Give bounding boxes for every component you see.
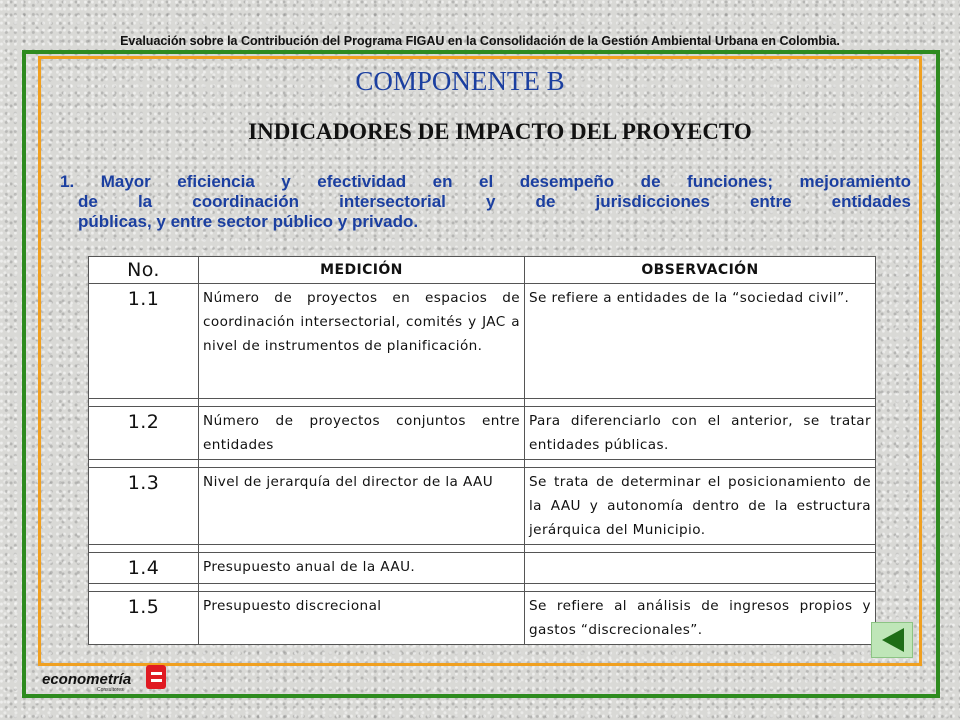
header-medicion: MEDICIÓN (199, 257, 525, 284)
row-number: 1.4 (89, 553, 199, 584)
row-observacion (525, 553, 876, 584)
table-row (89, 592, 876, 645)
table-row (89, 553, 876, 584)
row-number: 1.3 (89, 468, 199, 545)
row-observacion: Se refiere al análisis de ingresos propios y gastos “discrecionales”. (525, 592, 876, 645)
header-no: No. (89, 257, 199, 284)
back-button[interactable] (871, 622, 913, 658)
econometria-logo (42, 664, 172, 692)
row-observacion: Se trata de determinar el posicionamiento de la AAU y autonomía dentro de la estructura jerárquica del Municipio. (525, 468, 876, 545)
row-medicion: Número de proyectos conjuntos entre entidades (199, 407, 525, 460)
row-medicion: Nivel de jerarquía del director de la AAU (199, 468, 525, 545)
row-medicion: Presupuesto discrecional (199, 592, 525, 645)
logo-sub: Consultores (97, 687, 124, 692)
logo-brand: econometría (42, 671, 132, 688)
triangle-left-icon (872, 623, 912, 657)
intro-paragraph (60, 172, 911, 232)
intro-line-1: 1. Mayor eficiencia y efectividad en el desempeño de funciones; mejoramiento (60, 172, 911, 191)
header-observacion: OBSERVACIÓN (525, 257, 876, 284)
intro-line-3: públicas, y entre sector público y privado. (78, 212, 419, 231)
indicators-table (88, 256, 876, 645)
row-medicion: Número de proyectos en espacios de coordinación intersectorial, comités y JAC a nivel de instrumentos de planificación. (199, 284, 525, 399)
row-number: 1.2 (89, 407, 199, 460)
row-number: 1.1 (89, 284, 199, 399)
presentation-header: Evaluación sobre la Contribución del Programa FIGAU en la Consolidación de la Gestión Ambiental Urbana en Colombia. (120, 34, 840, 48)
table-row (89, 284, 876, 399)
row-observacion: Se refiere a entidades de la “sociedad civil”. (525, 284, 876, 399)
row-medicion: Presupuesto anual de la AAU. (199, 553, 525, 584)
section-title: INDICADORES DE IMPACTO DEL PROYECTO (248, 119, 752, 144)
row-number: 1.5 (89, 592, 199, 645)
intro-line-2: de la coordinación intersectorial y de jurisdicciones entre entidades (78, 192, 911, 211)
row-observacion: Para diferenciarlo con el anterior, se tratar entidades públicas. (525, 407, 876, 460)
table-row (89, 468, 876, 545)
component-title: COMPONENTE B (355, 66, 565, 96)
table-header-row (89, 257, 876, 284)
table-row (89, 407, 876, 460)
